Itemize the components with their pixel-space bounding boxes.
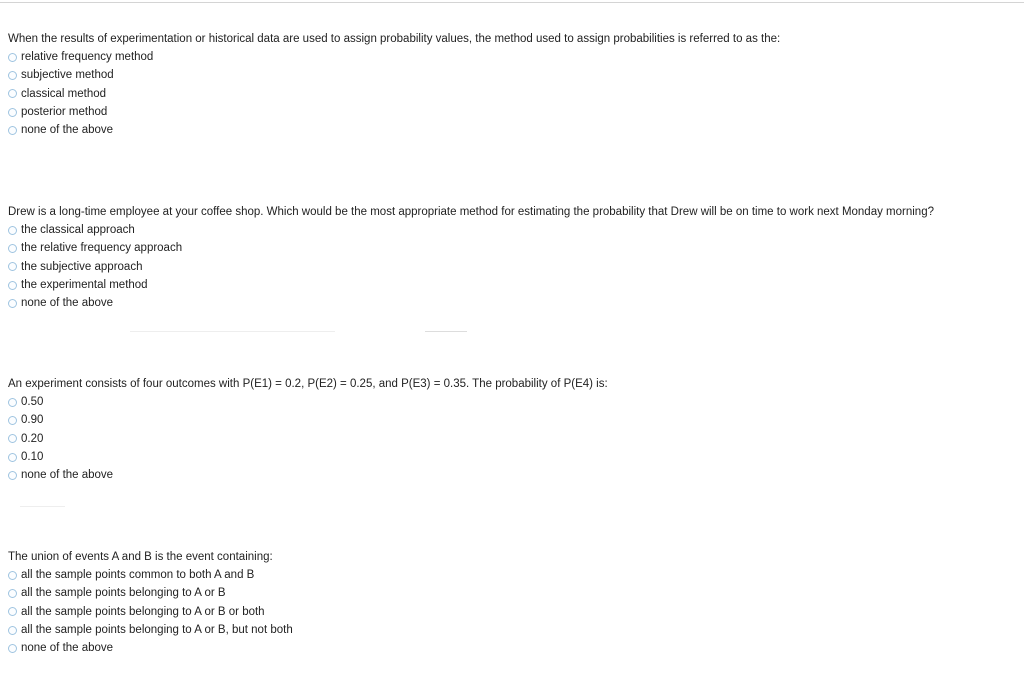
option-4-a[interactable] [8,566,1020,584]
option-3-a[interactable] [8,393,1020,411]
radio-button[interactable] [8,262,17,271]
radio-button[interactable] [8,626,17,635]
option-1-d[interactable] [8,103,1020,121]
option-2-c[interactable] [8,258,1020,276]
question-3-options [8,393,1020,484]
top-divider [0,2,1024,3]
question-3 [8,377,1020,484]
option-label: the experimental method [21,279,148,292]
radio-button[interactable] [8,398,17,407]
option-label: all the sample points common to both A and B [21,569,255,582]
question-1-text: When the results of experimentation or historical data are used to assign probability values, the method used to assign probabilities is referred to as the: [8,33,781,45]
question-1 [8,32,1020,139]
question-4-text: The union of events A and B is the event containing: [8,551,273,563]
option-label: the classical approach [21,224,135,237]
option-label: 0.90 [21,414,44,427]
radio-button[interactable] [8,471,17,480]
radio-button[interactable] [8,226,17,235]
radio-button[interactable] [8,453,17,462]
option-label: subjective method [21,69,114,82]
option-3-b[interactable] [8,411,1020,429]
radio-button[interactable] [8,71,17,80]
option-label: all the sample points belonging to A or B or both [21,605,265,618]
option-1-b[interactable] [8,66,1020,84]
option-2-d[interactable] [8,276,1020,294]
question-2-text: Drew is a long-time employee at your coffee shop. Which would be the most appropriate method for estimating the probability that Drew will be on time to work next Monday morning? [8,206,934,218]
option-4-d[interactable] [8,621,1020,639]
radio-button[interactable] [8,416,17,425]
radio-button[interactable] [8,644,17,653]
option-4-b[interactable] [8,584,1020,602]
radio-button[interactable] [8,589,17,598]
radio-button[interactable] [8,571,17,580]
option-label: 0.50 [21,396,44,409]
option-2-b[interactable] [8,239,1020,257]
question-2-options [8,221,1020,312]
radio-button[interactable] [8,89,17,98]
question-4-options [8,566,1020,657]
option-3-c[interactable] [8,430,1020,448]
option-label: all the sample points belonging to A or B, but not both [21,624,293,637]
radio-button[interactable] [8,53,17,62]
option-2-a[interactable] [8,221,1020,239]
option-label: the relative frequency approach [21,242,183,255]
question-2 [8,205,1020,312]
option-4-c[interactable] [8,603,1020,621]
option-1-e[interactable] [8,121,1020,139]
radio-button[interactable] [8,244,17,253]
section-divider [425,331,467,332]
option-label: 0.10 [21,451,44,464]
option-label: relative frequency method [21,51,154,64]
question-1-options [8,48,1020,139]
question-3-text: An experiment consists of four outcomes with P(E1) = 0.2, P(E2) = 0.25, and P(E3) = 0.35. The probability of P(E4) is: [8,378,608,390]
radio-button[interactable] [8,299,17,308]
radio-button[interactable] [8,434,17,443]
option-label: all the sample points belonging to A or B [21,587,226,600]
option-label: none of the above [21,469,114,482]
question-4 [8,550,1020,657]
option-label: classical method [21,87,107,100]
option-2-e[interactable] [8,294,1020,312]
option-label: posterior method [21,106,108,119]
option-3-d[interactable] [8,448,1020,466]
option-1-a[interactable] [8,48,1020,66]
option-label: none of the above [21,124,114,137]
section-divider [20,506,65,507]
option-label: none of the above [21,297,114,310]
option-1-c[interactable] [8,85,1020,103]
radio-button[interactable] [8,281,17,290]
option-4-e[interactable] [8,639,1020,657]
option-label: 0.20 [21,432,44,445]
radio-button[interactable] [8,126,17,135]
option-label: the subjective approach [21,260,143,273]
option-3-e[interactable] [8,466,1020,484]
radio-button[interactable] [8,108,17,117]
radio-button[interactable] [8,607,17,616]
section-divider [130,331,335,332]
option-label: none of the above [21,642,114,655]
